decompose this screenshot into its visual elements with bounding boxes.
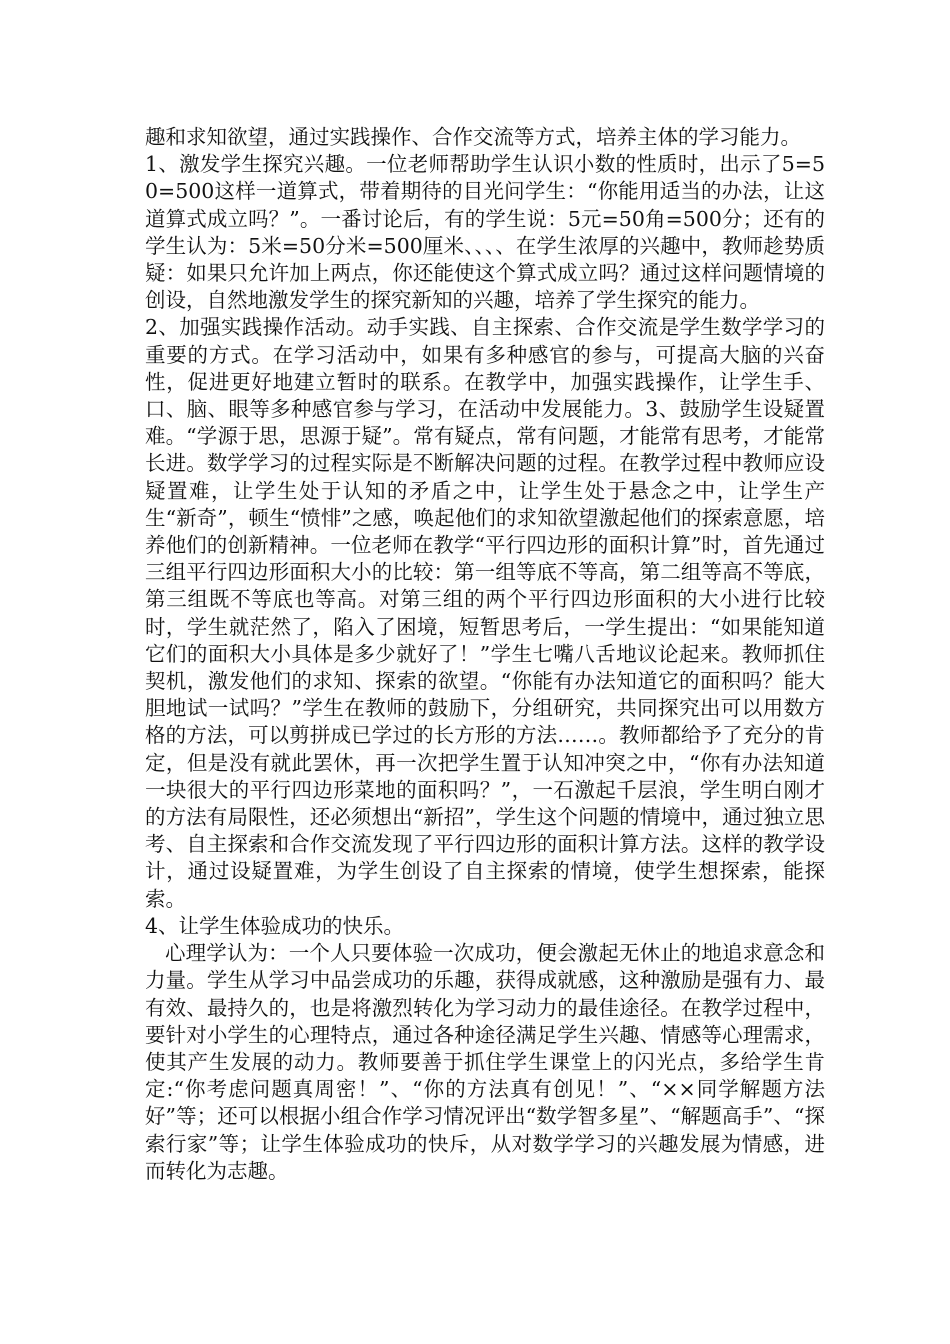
paragraph-intro-continuation: 趣和求知欲望，通过实践操作、合作交流等方式，培养主体的学习能力。 (145, 125, 801, 149)
paragraph-section-4-body: 心理学认为：一个人只要体验一次成功，便会激起无休止的地追求意念和力量。学生从学习中品尝成功的乐趣，获得成就感，这种激励是强有力、最有效、最持久的，也是将激烈转化为学习动力的最佳途径。在教学过程中，要针对小学生的心理特点，通过各种途径满足学生兴趣、情感等心理需求，使其产生发展的动力。教师要善于抓住学生课堂上的闪光点，多给学生肯定:“你考虑问题真周密！”、“你的方法真有创见！”、“××同学解题方法好”等；还可以根据小组合作学习情况评出“数学智多星”、“解题高手”、“探索行家”等；让学生体验成功的快斥，从对数学学习的兴趣发展为情感，进而转化为志趣。 (145, 941, 825, 1183)
paragraph-section-1: 1、激发学生探究兴趣。一位老师帮助学生认识小数的性质时，出示了5=50=500这样一道算式，带着期待的目光问学生：“你能用适当的办法，让这道算式成立吗？”。一番讨论后，有的学生说：5元=50角=500分；还有的学生认为：5米=50分米=500厘米、、、、在学生浓厚的兴趣中，教师趁势质疑：如果只允许加上两点，你还能使这个算式成立吗？通过这样问题情境的创设，自然地激发学生的探究新知的兴趣，培养了学生探究的能力。 (145, 152, 825, 313)
paragraph-section-2-3: 2、加强实践操作活动。动手实践、自主探索、合作交流是学生数学学习的重要的方式。在学习活动中，如果有多种感官的参与，可提高大脑的兴奋性，促进更好地建立暂时的联系。在教学中，加强实践操作，让学生手、口、脑、眼等多种感官参与学习，在活动中发展能力。3、鼓励学生设疑置难。“学源于思，思源于疑”。常有疑点，常有问题，才能常有思考，才能常长进。数学学习的过程实际是不断解决问题的过程。在教学过程中教师应设疑置难，让学生处于认知的矛盾之中，让学生处于悬念之中，让学生产生“新奇”，顿生“愤悱”之感，唤起他们的求知欲望激起他们的探索意愿，培养他们的创新精神。一位老师在教学“平行四边形的面积计算”时，首先通过三组平行四边形面积大小的比较：第一组等底不等高，第二组等高不等底，第三组既不等底也等高。对第三组的两个平行四边形面积的大小进行比较时，学生就茫然了，陷入了困境，短暂思考后，一学生提出：“如果能知道它们的面积大小具体是多少就好了！”学生七嘴八舌地议论起来。教师抓住契机，激发他们的求知、探索的欲望。“你能有办法知道它的面积吗？能大胆地试一试吗？”学生在教师的鼓励下，分组研究，共同探究出可以用数方格的方法，可以剪拼成已学过的长方形的方法……。教师都给予了充分的肯定，但是没有就此罢休，再一次把学生置于认知冲突之中，“你有办法知道一块很大的平行四边形菜地的面积吗？”，一石激起千层浪，学生明白刚才的方法有局限性，还必须想出“新招”，学生这个问题的情境中，通过独立思考、自主探索和合作交流发现了平行四边形的面积计算方法。这样的教学设计，通过设疑置难，为学生创设了自主探索的情境，使学生想探索，能探索。 (145, 315, 825, 911)
paragraph-section-4-heading: 4、让学生体验成功的快乐。 (145, 913, 405, 938)
document-page (145, 124, 825, 1185)
